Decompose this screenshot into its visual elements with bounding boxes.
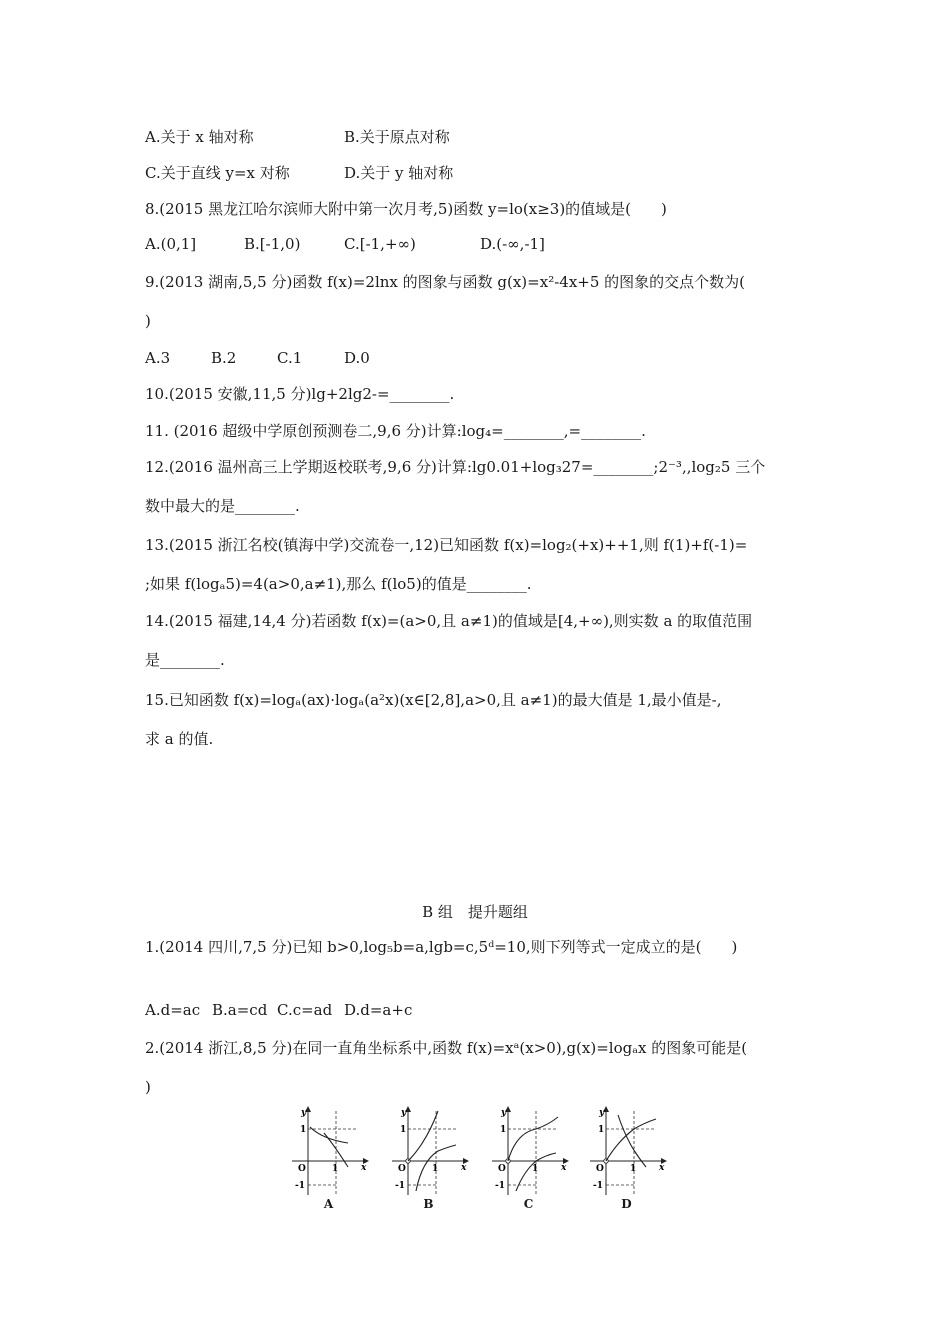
b1-option-c: C.c=ad [277, 1001, 333, 1019]
q8-option-b: B.[-1,0) [244, 235, 301, 253]
q15-text-line1: 15.已知函数 f(x)=logₐ(ax)·logₐ(a²x)(x∈[2,8],a>0,且 a≠1)的最大值是 1,最小值是-, [145, 691, 722, 709]
origin-label: O [298, 1164, 306, 1174]
q12-text-line1: 12.(2016 温州高三上学期返校联考,9,6 分)计算:lg0.01+log₃27=________;2⁻³,,log₂5 三个 [145, 458, 766, 476]
origin-label: O [596, 1164, 604, 1174]
q15-text-line2: 求 a 的值. [145, 730, 214, 748]
q13-text-line1: 13.(2015 浙江名校(镇海中学)交流卷一,12)已知函数 f(x)=log₂(+x)++1,则 f(1)+f(-1)= [145, 536, 748, 554]
curve-g [618, 1115, 646, 1167]
q8-option-a: A.(0,1] [145, 235, 197, 253]
graph-c [486, 1103, 571, 1215]
b1-option-b: B.a=cd [212, 1001, 268, 1019]
q9-option-d: D.0 [344, 349, 370, 367]
b2-text-line2: ) [145, 1078, 151, 1096]
graph-options [286, 1103, 666, 1215]
graph-b [386, 1103, 471, 1215]
graph-b-plot [386, 1103, 471, 1198]
graph-c-plot [486, 1103, 571, 1198]
tick-label-1-y: 1 [598, 1125, 605, 1135]
q9-text-line1: 9.(2013 湖南,5,5 分)函数 f(x)=2lnx 的图象与函数 g(x)=x²-4x+5 的图象的交点个数为( [145, 273, 746, 291]
axis-label-x: x [361, 1163, 367, 1173]
axis-label-y: y [501, 1108, 507, 1118]
axis-label-x: x [659, 1163, 665, 1173]
axis-label-x: x [561, 1163, 567, 1173]
q8-option-d: D.(-∞,-1] [480, 235, 545, 253]
q9-option-b: B.2 [211, 349, 237, 367]
axis-label-y: y [401, 1108, 407, 1118]
graph-a-plot [286, 1103, 371, 1198]
b1-option-a: A.d=ac [145, 1001, 201, 1019]
tick-label-neg1: -1 [593, 1181, 603, 1191]
q7-option-c: C.关于直线 y=x 对称 [145, 164, 290, 182]
q12-text-line2: 数中最大的是________. [145, 497, 300, 515]
graph-d-label: D [621, 1197, 632, 1211]
q9-option-c: C.1 [277, 349, 303, 367]
q8-option-c: C.[-1,+∞) [344, 235, 416, 253]
tick-label-neg1: -1 [395, 1181, 405, 1191]
tick-label-1-x: 1 [432, 1164, 439, 1174]
q13-text-line2: ;如果 f(logₐ5)=4(a>0,a≠1),那么 f(lo5)的值是________. [145, 575, 532, 593]
curve-f [408, 1111, 438, 1161]
axis-label-y: y [599, 1108, 605, 1118]
q7-option-d: D.关于 y 轴对称 [344, 164, 454, 182]
tick-label-1-y: 1 [300, 1125, 307, 1135]
tick-label-1-x: 1 [630, 1164, 637, 1174]
q11-text: 11. (2016 超级中学原创预测卷二,9,6 分)计算:log₄=________,=________. [145, 422, 646, 440]
graph-a [286, 1103, 371, 1215]
curve-f [606, 1119, 656, 1161]
tick-label-1-y: 1 [500, 1125, 507, 1135]
origin-label: O [398, 1164, 406, 1174]
q14-text-line1: 14.(2015 福建,14,4 分)若函数 f(x)=(a>0,且 a≠1)的值域是[4,+∞),则实数 a 的取值范围 [145, 612, 753, 630]
b1-text: 1.(2014 四川,7,5 分)已知 b>0,log₅b=a,lgb=c,5ᵈ=10,则下列等式一定成立的是( ) [145, 938, 738, 956]
graph-d-plot [584, 1103, 669, 1198]
graph-b-label: B [423, 1197, 434, 1211]
b2-text-line1: 2.(2014 浙江,8,5 分)在同一直角坐标系中,函数 f(x)=xᵃ(x>0),g(x)=logₐx 的图象可能是( [145, 1039, 748, 1057]
q14-text-line2: 是________. [145, 651, 225, 669]
q7-option-a: A.关于 x 轴对称 [145, 128, 254, 146]
tick-label-1-y: 1 [400, 1125, 407, 1135]
tick-label-neg1: -1 [495, 1181, 505, 1191]
graph-c-label: C [523, 1197, 534, 1211]
section-b-title: B 组 提升题组 [422, 903, 528, 921]
q9-text-line2: ) [145, 312, 151, 330]
q9-option-a: A.3 [145, 349, 171, 367]
q7-option-b: B.关于原点对称 [344, 128, 450, 146]
axis-label-x: x [461, 1163, 467, 1173]
q8-text: 8.(2015 黑龙江哈尔滨师大附中第一次月考,5)函数 y=lo(x≥3)的值域是( ) [145, 200, 667, 218]
curve-f [310, 1127, 348, 1143]
axis-label-y: y [301, 1108, 307, 1118]
b1-option-d: D.d=a+c [344, 1001, 413, 1019]
q10-text: 10.(2015 安徽,11,5 分)lg+2lg2-=________. [145, 385, 455, 403]
tick-label-1-x: 1 [332, 1164, 339, 1174]
graph-d [584, 1103, 669, 1215]
tick-label-neg1: -1 [295, 1181, 305, 1191]
origin-label: O [498, 1164, 506, 1174]
tick-label-1-x: 1 [532, 1164, 539, 1174]
graph-a-label: A [323, 1197, 334, 1211]
